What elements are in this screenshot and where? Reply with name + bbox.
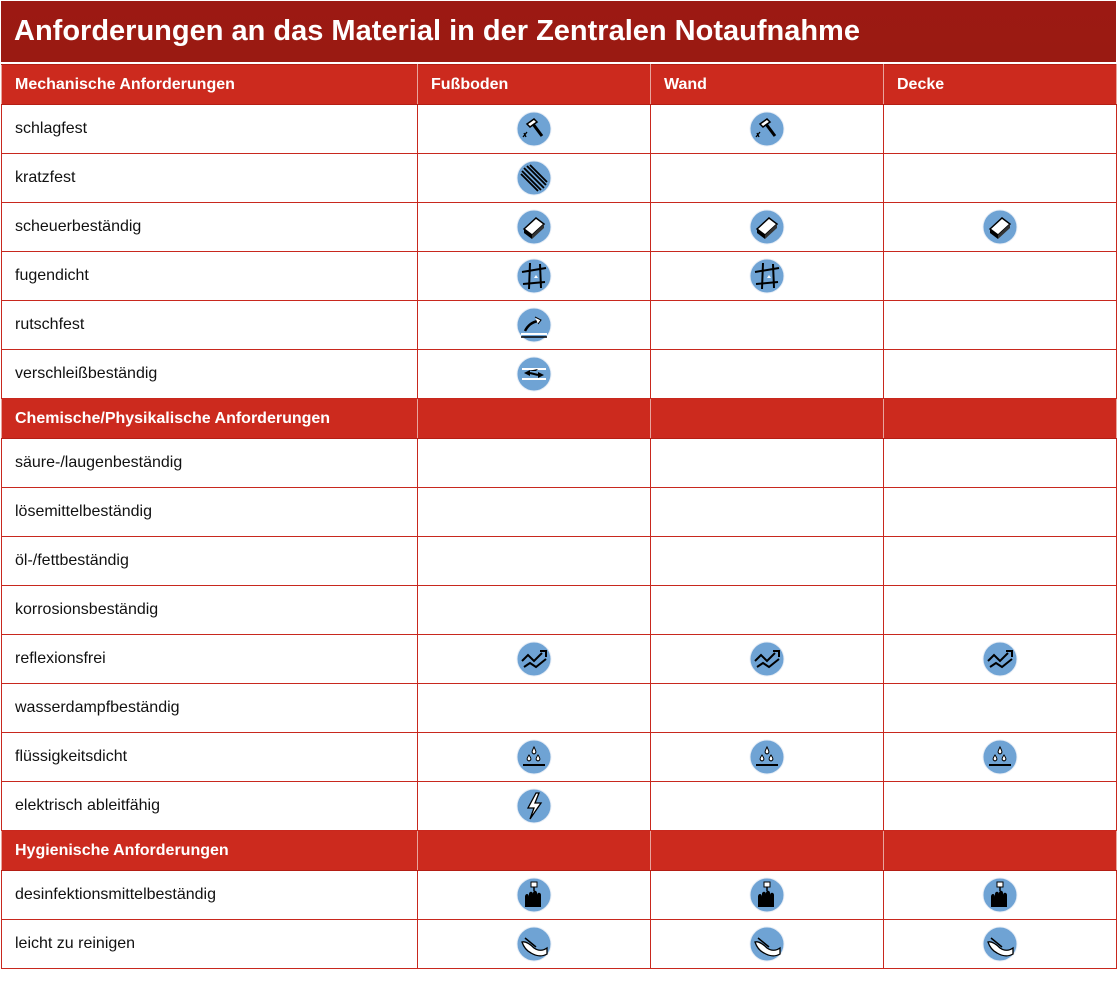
lightning-icon <box>516 788 552 824</box>
liquid-drops-icon <box>516 739 552 775</box>
section-header-row <box>2 399 1117 439</box>
cell-fussboden <box>418 488 651 537</box>
cell-decke <box>884 252 1117 301</box>
reflection-free-icon <box>982 641 1018 677</box>
cell-decke <box>884 871 1117 920</box>
section-header-cell <box>884 399 1117 439</box>
row-label: scheuerbeständig <box>2 203 418 252</box>
cell-fussboden <box>418 537 651 586</box>
cell-decke <box>884 154 1117 203</box>
cell-decke <box>884 203 1117 252</box>
table-row <box>2 537 1117 586</box>
cell-wand <box>651 105 884 154</box>
cell-wand <box>651 252 884 301</box>
requirements-table <box>1 64 1117 969</box>
cell-fussboden <box>418 203 651 252</box>
section-title: Chemische/Physikalische Anforderungen <box>2 399 418 439</box>
cell-fussboden <box>418 684 651 733</box>
row-label: säure-/laugenbeständig <box>2 439 418 488</box>
cell-wand <box>651 203 884 252</box>
disinfect-hand-icon <box>982 877 1018 913</box>
section-header-cell <box>884 831 1117 871</box>
section-header-cell <box>418 399 651 439</box>
cell-wand <box>651 537 884 586</box>
table-row <box>2 252 1117 301</box>
table-row <box>2 350 1117 399</box>
row-label: fugendicht <box>2 252 418 301</box>
cell-fussboden <box>418 871 651 920</box>
cell-decke <box>884 920 1117 969</box>
reflection-free-icon <box>516 641 552 677</box>
cell-decke <box>884 537 1117 586</box>
cell-fussboden <box>418 154 651 203</box>
table-row <box>2 635 1117 684</box>
table-row <box>2 586 1117 635</box>
cell-decke <box>884 782 1117 831</box>
section-header-row <box>2 831 1117 871</box>
row-label: verschleißbeständig <box>2 350 418 399</box>
row-label: desinfektionsmittelbeständig <box>2 871 418 920</box>
cell-wand <box>651 154 884 203</box>
wipe-hand-icon <box>749 926 785 962</box>
slip-resistant-icon <box>516 307 552 343</box>
cell-decke <box>884 488 1117 537</box>
cell-wand <box>651 586 884 635</box>
scratch-lines-icon <box>516 160 552 196</box>
cell-decke <box>884 684 1117 733</box>
column-header-wand: Wand <box>651 65 884 105</box>
wipe-hand-icon <box>516 926 552 962</box>
cell-decke <box>884 439 1117 488</box>
cell-wand <box>651 871 884 920</box>
row-label: kratzfest <box>2 154 418 203</box>
cell-wand <box>651 684 884 733</box>
cell-fussboden <box>418 301 651 350</box>
cell-wand <box>651 439 884 488</box>
requirements-sheet <box>1 1 1116 969</box>
liquid-drops-icon <box>982 739 1018 775</box>
table-row <box>2 439 1117 488</box>
table-row <box>2 154 1117 203</box>
cell-fussboden <box>418 920 651 969</box>
cell-fussboden <box>418 252 651 301</box>
liquid-drops-icon <box>749 739 785 775</box>
cell-fussboden <box>418 439 651 488</box>
cell-wand <box>651 488 884 537</box>
table-row <box>2 203 1117 252</box>
scrub-brush-icon <box>749 209 785 245</box>
cell-fussboden <box>418 733 651 782</box>
cell-fussboden <box>418 635 651 684</box>
row-label: reflexionsfrei <box>2 635 418 684</box>
cell-wand <box>651 635 884 684</box>
cell-fussboden <box>418 350 651 399</box>
scrub-brush-icon <box>516 209 552 245</box>
section-title: Hygienische Anforderungen <box>2 831 418 871</box>
wipe-hand-icon <box>982 926 1018 962</box>
row-label: korrosionsbeständig <box>2 586 418 635</box>
section-title: Mechanische Anforderungen <box>2 65 418 105</box>
scrub-brush-icon <box>982 209 1018 245</box>
cell-wand <box>651 733 884 782</box>
row-label: öl-/fettbeständig <box>2 537 418 586</box>
reflection-free-icon <box>749 641 785 677</box>
row-label: schlagfest <box>2 105 418 154</box>
column-header-fussboden: Fußboden <box>418 65 651 105</box>
cell-decke <box>884 105 1117 154</box>
cell-decke <box>884 586 1117 635</box>
row-label: leicht zu reinigen <box>2 920 418 969</box>
table-row <box>2 782 1117 831</box>
section-header-cell <box>418 831 651 871</box>
table-row <box>2 684 1117 733</box>
hammer-icon <box>749 111 785 147</box>
disinfect-hand-icon <box>749 877 785 913</box>
cell-wand <box>651 782 884 831</box>
table-row <box>2 733 1117 782</box>
joint-seal-icon <box>749 258 785 294</box>
section-header-cell <box>651 399 884 439</box>
table-row <box>2 871 1117 920</box>
row-label: elektrisch ableitfähig <box>2 782 418 831</box>
cell-fussboden <box>418 105 651 154</box>
table-row <box>2 488 1117 537</box>
cell-decke <box>884 350 1117 399</box>
page-title: Anforderungen an das Material in der Zentralen Notaufnahme <box>1 1 1116 64</box>
table-row <box>2 301 1117 350</box>
column-header-decke: Decke <box>884 65 1117 105</box>
hammer-icon <box>516 111 552 147</box>
row-label: lösemittelbeständig <box>2 488 418 537</box>
cell-decke <box>884 733 1117 782</box>
table-row <box>2 105 1117 154</box>
cell-decke <box>884 635 1117 684</box>
row-label: wasserdampfbeständig <box>2 684 418 733</box>
cell-wand <box>651 920 884 969</box>
table-row <box>2 920 1117 969</box>
cell-decke <box>884 301 1117 350</box>
cell-fussboden <box>418 782 651 831</box>
wear-arrows-icon <box>516 356 552 392</box>
cell-fussboden <box>418 586 651 635</box>
cell-wand <box>651 350 884 399</box>
cell-wand <box>651 301 884 350</box>
header-row <box>2 65 1117 105</box>
joint-seal-icon <box>516 258 552 294</box>
disinfect-hand-icon <box>516 877 552 913</box>
section-header-cell <box>651 831 884 871</box>
row-label: rutschfest <box>2 301 418 350</box>
row-label: flüssigkeitsdicht <box>2 733 418 782</box>
